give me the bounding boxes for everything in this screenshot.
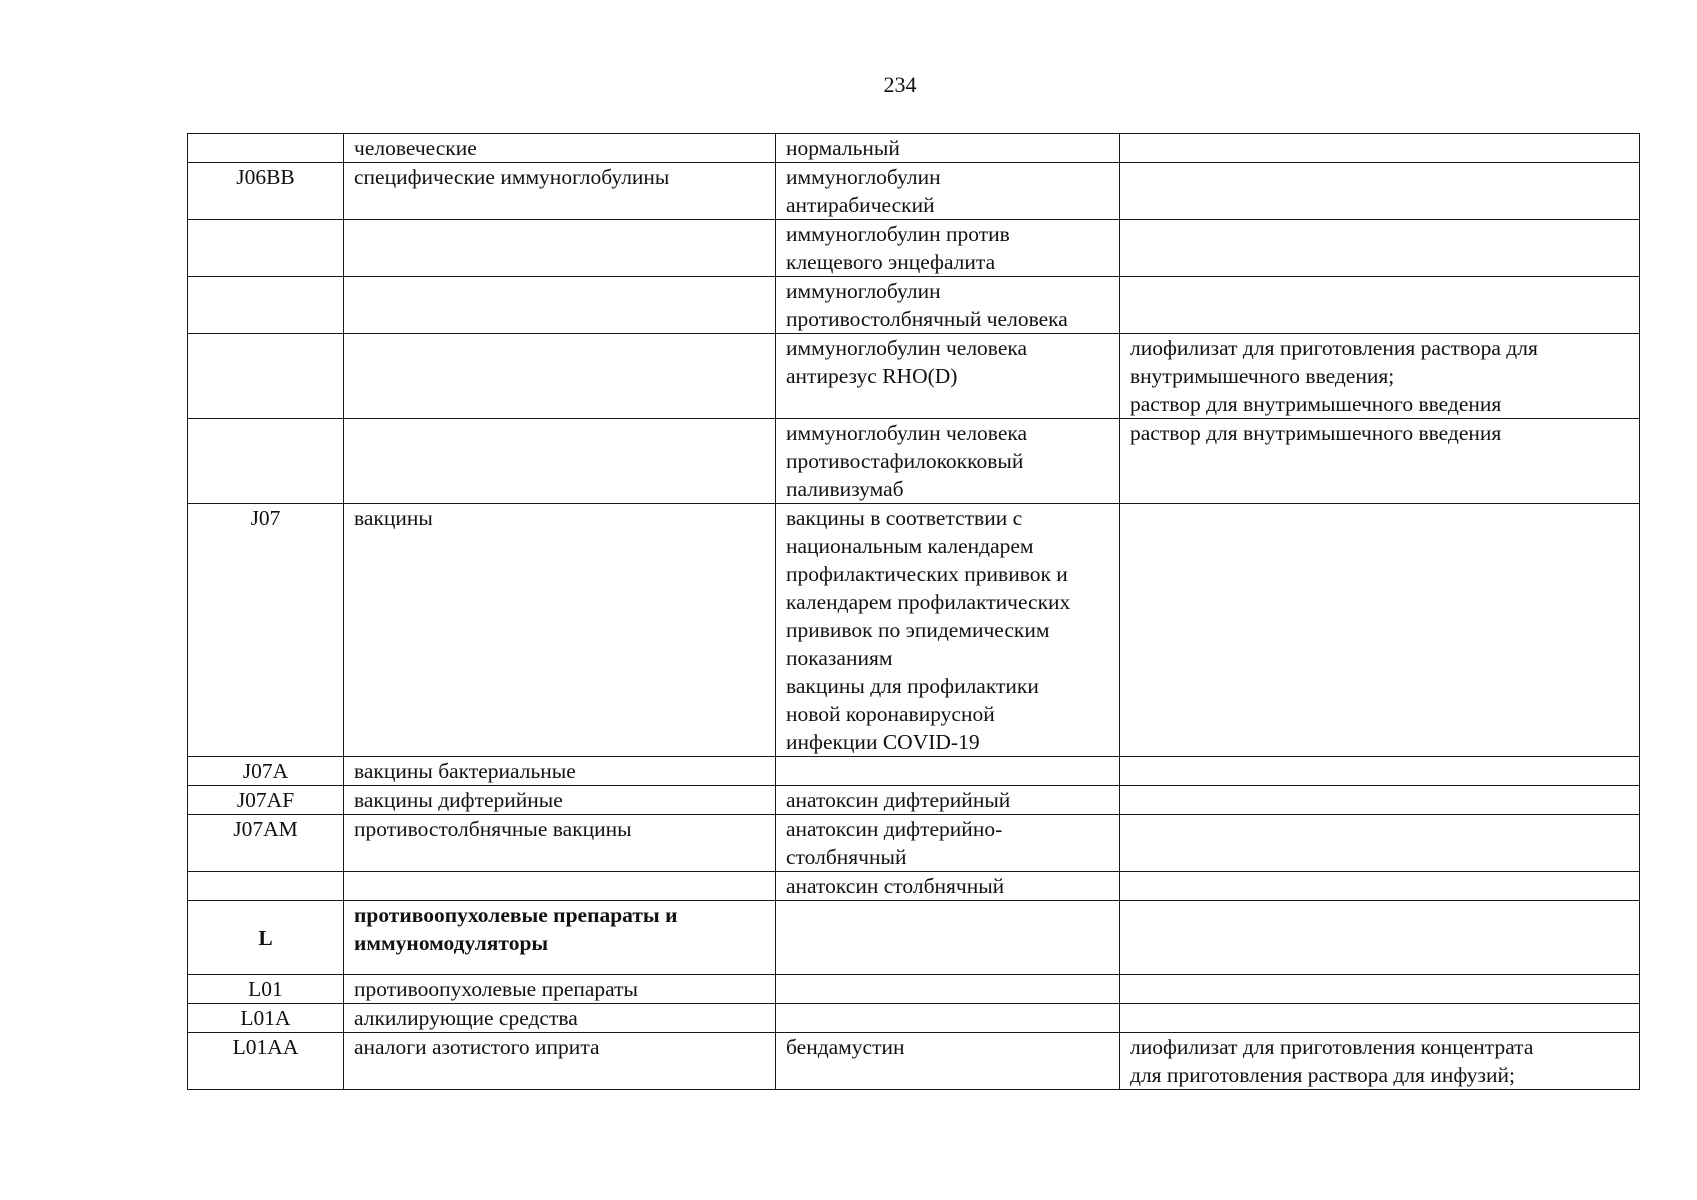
drug-name-cell xyxy=(776,872,1120,901)
drug-name-line: иммуноглобулин против xyxy=(786,222,1010,246)
table-row xyxy=(188,277,1640,334)
dosage-form-cell xyxy=(1120,163,1640,220)
group-name-cell xyxy=(344,220,776,277)
table-body xyxy=(188,134,1640,1090)
drug-name-cell xyxy=(776,815,1120,872)
drug-name-line: анатоксин дифтерийный xyxy=(786,788,1011,812)
atc-code-cell: J07 xyxy=(188,504,344,757)
atc-code-cell: J07AM xyxy=(188,815,344,872)
atc-code-cell xyxy=(188,277,344,334)
dosage-form-cell xyxy=(1120,1033,1640,1090)
drug-name-cell xyxy=(776,419,1120,504)
atc-code-cell: L01 xyxy=(188,975,344,1004)
table-row xyxy=(188,334,1640,419)
table-row xyxy=(188,134,1640,163)
drug-name-line: антирезус RHO(D) xyxy=(786,364,958,388)
dosage-form-cell xyxy=(1120,975,1640,1004)
dosage-form-cell xyxy=(1120,419,1640,504)
dosage-form-cell xyxy=(1120,815,1640,872)
drug-name-line: противостолбнячный человека xyxy=(786,307,1068,331)
table-row xyxy=(188,220,1640,277)
drug-name-line: анатоксин столбнячный xyxy=(786,874,1005,898)
group-name-cell: аналоги азотистого иприта xyxy=(344,1033,776,1090)
group-name-cell: алкилирующие средства xyxy=(344,1004,776,1033)
atc-code-cell: J06BB xyxy=(188,163,344,220)
drug-name-line: показаниям xyxy=(786,646,893,670)
table-row xyxy=(188,815,1640,872)
drug-name-line: национальным календарем xyxy=(786,534,1034,558)
dosage-form-line: раствор для внутримышечного введения xyxy=(1130,392,1502,416)
drug-name-line: иммуноглобулин человека xyxy=(786,336,1028,360)
table-row xyxy=(188,901,1640,975)
drug-name-line: столбнячный xyxy=(786,845,907,869)
table-row xyxy=(188,419,1640,504)
drug-name-line: прививок по эпидемическим xyxy=(786,618,1050,642)
drug-name-cell xyxy=(776,134,1120,163)
dosage-form-cell xyxy=(1120,1004,1640,1033)
group-name-cell xyxy=(344,277,776,334)
drug-name-cell xyxy=(776,975,1120,1004)
table-row xyxy=(188,163,1640,220)
dosage-form-cell xyxy=(1120,901,1640,975)
drug-name-line: инфекции COVID-19 xyxy=(786,730,980,754)
page-number: 234 xyxy=(883,72,917,97)
drug-name-line: иммуноглобулин xyxy=(786,279,941,303)
drug-name-cell xyxy=(776,220,1120,277)
dosage-form-line: внутримышечного введения; xyxy=(1130,364,1395,388)
table-row xyxy=(188,1004,1640,1033)
table-row xyxy=(188,757,1640,786)
drug-name-cell xyxy=(776,1033,1120,1090)
dosage-form-cell xyxy=(1120,757,1640,786)
atc-code-cell: J07A xyxy=(188,757,344,786)
atc-code-cell: L01A xyxy=(188,1004,344,1033)
dosage-form-line: лиофилизат для приготовления раствора для xyxy=(1130,336,1538,360)
atc-code-cell xyxy=(188,134,344,163)
drug-name-line: календарем профилактических xyxy=(786,590,1071,614)
group-name-cell: противостолбнячные вакцины xyxy=(344,815,776,872)
drug-name-cell xyxy=(776,334,1120,419)
group-name-cell xyxy=(344,334,776,419)
table-row xyxy=(188,1033,1640,1090)
drug-name-line: иммуноглобулин человека xyxy=(786,421,1028,445)
drug-name-line: иммуноглобулин xyxy=(786,165,941,189)
drug-name-line: профилактических прививок и xyxy=(786,562,1068,586)
drug-table xyxy=(187,133,1640,1090)
drug-name-line: антирабический xyxy=(786,193,935,217)
table-row xyxy=(188,786,1640,815)
atc-code-cell: J07AF xyxy=(188,786,344,815)
group-name-cell: специфические иммуноглобулины xyxy=(344,163,776,220)
drug-name-line: нормальный xyxy=(786,136,900,160)
group-name-cell xyxy=(344,419,776,504)
group-name-cell xyxy=(344,872,776,901)
group-name-cell: вакцины бактериальные xyxy=(344,757,776,786)
drug-name-line: вакцины для профилактики xyxy=(786,674,1039,698)
group-name-cell: человеческие xyxy=(344,134,776,163)
dosage-form-cell xyxy=(1120,786,1640,815)
table-row xyxy=(188,975,1640,1004)
atc-code-cell xyxy=(188,220,344,277)
dosage-form-cell xyxy=(1120,334,1640,419)
drug-name-line: бендамустин xyxy=(786,1035,905,1059)
dosage-form-cell xyxy=(1120,872,1640,901)
drug-name-line: анатоксин дифтерийно- xyxy=(786,817,1003,841)
atc-code-cell: L xyxy=(188,901,344,975)
dosage-form-cell xyxy=(1120,134,1640,163)
dosage-form-line: раствор для внутримышечного введения xyxy=(1130,421,1502,445)
drug-name-cell xyxy=(776,901,1120,975)
drug-name-cell xyxy=(776,1004,1120,1033)
drug-name-cell xyxy=(776,786,1120,815)
atc-code-cell: L01AA xyxy=(188,1033,344,1090)
atc-code-cell xyxy=(188,872,344,901)
group-name-cell: противоопухолевые препараты и иммуномодуляторы xyxy=(344,901,776,975)
table-row xyxy=(188,504,1640,757)
drug-name-cell xyxy=(776,277,1120,334)
group-name-cell: вакцины дифтерийные xyxy=(344,786,776,815)
drug-name-line: паливизумаб xyxy=(786,477,904,501)
drug-name-line: новой коронавирусной xyxy=(786,702,995,726)
dosage-form-cell xyxy=(1120,504,1640,757)
dosage-form-cell xyxy=(1120,220,1640,277)
atc-code-cell xyxy=(188,334,344,419)
group-name-cell: противоопухолевые препараты xyxy=(344,975,776,1004)
drug-name-line: клещевого энцефалита xyxy=(786,250,996,274)
drug-name-cell xyxy=(776,163,1120,220)
group-name-cell: вакцины xyxy=(344,504,776,757)
dosage-form-cell xyxy=(1120,277,1640,334)
atc-code-cell xyxy=(188,419,344,504)
drug-name-cell xyxy=(776,757,1120,786)
table-row xyxy=(188,872,1640,901)
dosage-form-line: лиофилизат для приготовления концентрата xyxy=(1130,1035,1534,1059)
drug-name-line: вакцины в соответствии с xyxy=(786,506,1023,530)
dosage-form-line: для приготовления раствора для инфузий; xyxy=(1130,1063,1515,1087)
drug-name-cell xyxy=(776,504,1120,757)
drug-name-line: противостафилококковый xyxy=(786,449,1024,473)
